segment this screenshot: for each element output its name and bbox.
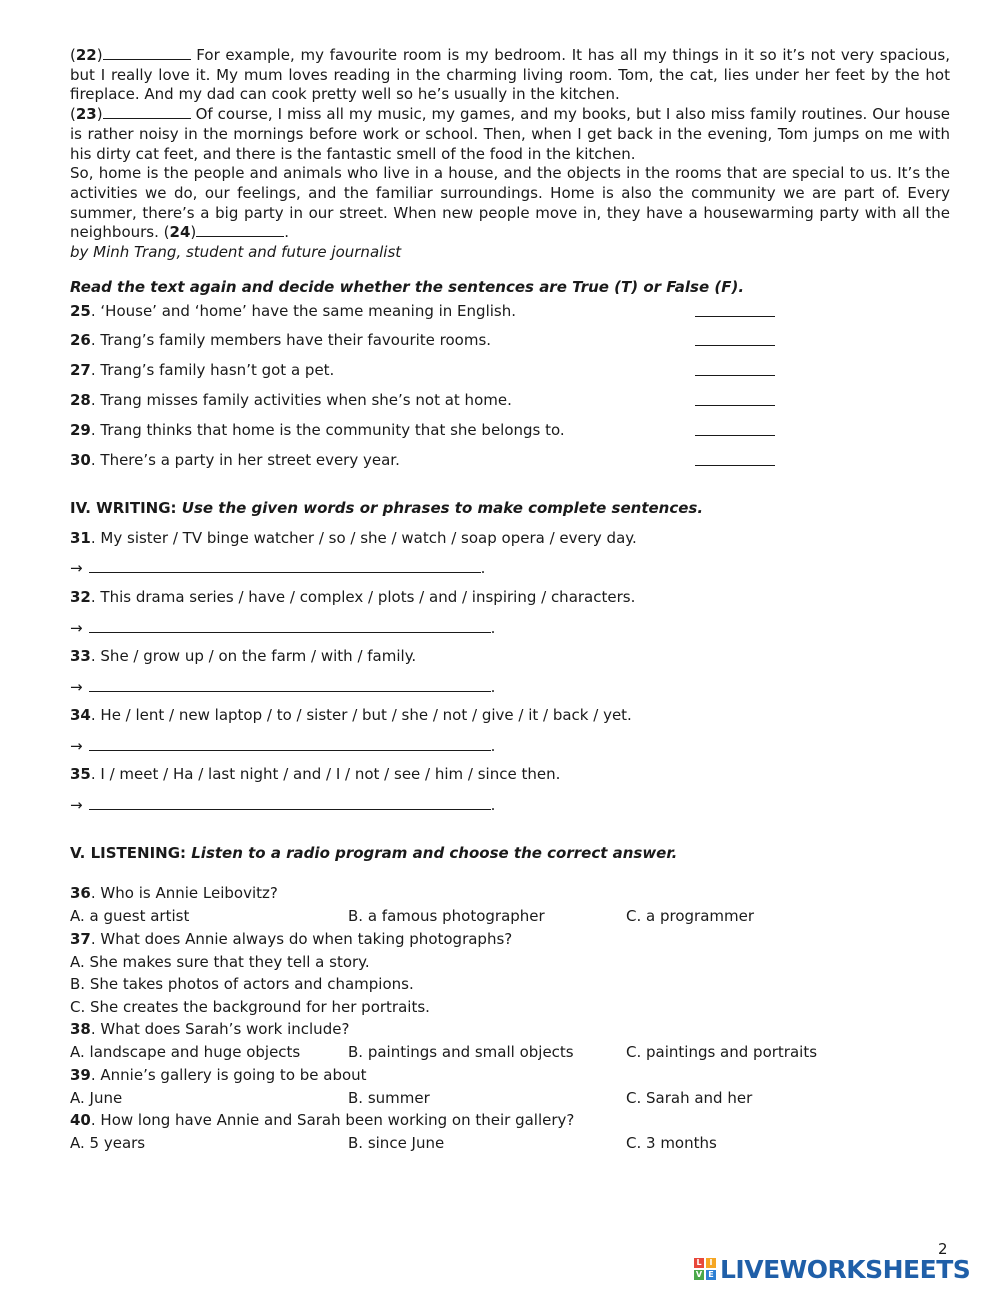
answer-rule[interactable] <box>89 796 491 810</box>
question-number: 35 <box>70 765 91 783</box>
section-description: Use the given words or phrases to make complete sentences. <box>181 499 704 517</box>
question-text: . What does Annie always do when taking photographs? <box>90 930 513 948</box>
true-false-instruction: Read the text again and decide whether the sentences are True (T) or False (F). <box>70 278 745 296</box>
question-text: . Trang’s family hasn’t got a pet. <box>90 361 335 379</box>
option-a[interactable]: A. landscape and huge objects <box>70 1043 301 1061</box>
tf-item <box>70 331 950 351</box>
answer-blank-24[interactable] <box>196 223 284 237</box>
tf-answer-blank[interactable] <box>695 316 775 317</box>
period: . <box>490 619 496 637</box>
logo-grid-icon <box>694 1258 716 1280</box>
question-number: 31 <box>70 529 91 547</box>
question-number: 39 <box>70 1066 91 1084</box>
writing-prompt <box>70 765 560 783</box>
writing-prompt <box>70 588 635 606</box>
listening-question <box>70 884 278 902</box>
option-a[interactable]: A. She makes sure that they tell a story. <box>70 953 370 971</box>
arrow-icon: → <box>70 559 83 577</box>
writing-prompt <box>70 529 637 547</box>
section-label: V. LISTENING: <box>70 844 192 862</box>
option-c[interactable]: C. She creates the background for her portraits. <box>70 998 430 1016</box>
arrow-icon: → <box>70 619 83 637</box>
question-text: . Who is Annie Leibovitz? <box>90 884 278 902</box>
writing-answer-line[interactable] <box>70 619 495 637</box>
option-c[interactable]: C. 3 months <box>626 1134 717 1152</box>
logo-letter: I <box>706 1258 716 1268</box>
writing-heading <box>70 499 703 517</box>
paragraph-23: (23) Of course, I miss all my music, my games, and my books, but I also miss family routines. Our house is rather noisy in the mornings before work or school. Then, when I get back in the evening, Tom jumps on me with his dirty cat feet, and there is the fantastic smell of the food in the kitchen. <box>70 105 950 163</box>
question-text: . My sister / TV binge watcher / so / she / watch / soap opera / every day. <box>90 529 637 547</box>
question-number: 29 <box>70 421 91 439</box>
option-b[interactable]: B. a famous photographer <box>348 907 545 925</box>
tf-item <box>70 302 950 322</box>
tf-item <box>70 421 950 441</box>
period: . <box>480 559 486 577</box>
option-b[interactable]: B. She takes photos of actors and champions. <box>70 975 414 993</box>
question-number: 40 <box>70 1111 91 1129</box>
writing-answer-line[interactable] <box>70 737 495 755</box>
byline: by Minh Trang, student and future journalist <box>70 243 402 262</box>
option-a[interactable]: A. 5 years <box>70 1134 146 1152</box>
listening-question <box>70 1020 349 1038</box>
question-number: 27 <box>70 361 91 379</box>
option-c[interactable]: C. a programmer <box>626 907 755 925</box>
listening-question <box>70 930 512 948</box>
question-number: 25 <box>70 302 91 320</box>
tf-item <box>70 391 950 411</box>
paragraph-text: For example, my favourite room is my bedroom. It has all my things in it so it’s not very spacious, but I really love it. My mum loves reading in the charming living room. Tom, the cat, lies under her feet by the hot fireplace. And my dad can cook pretty well so he’s usually in the kitchen. <box>70 46 950 104</box>
option-b[interactable]: B. summer <box>348 1089 430 1107</box>
question-number: 24 <box>169 223 191 242</box>
question-text: . Annie’s gallery is going to be about <box>90 1066 367 1084</box>
question-number: 28 <box>70 391 91 409</box>
paragraph-final: So, home is the people and animals who live in a house, and the objects in the rooms that are special to us. It’s the activities we do, our feelings, and the familiar surroundings. Home is also the community we are part of. Every summer, there’s a big party in our street. When new people move in, they have a housewarming party with all the neighbours. (24) . <box>70 164 950 242</box>
listening-question <box>70 1066 367 1084</box>
option-b[interactable]: B. paintings and small objects <box>348 1043 574 1061</box>
tf-answer-blank[interactable] <box>695 435 775 436</box>
arrow-icon: → <box>70 796 83 814</box>
question-text: . He / lent / new laptop / to / sister / but / she / not / give / it / back / yet. <box>90 706 632 724</box>
option-a[interactable]: A. a guest artist <box>70 907 190 925</box>
tf-answer-blank[interactable] <box>695 345 775 346</box>
question-text: . There’s a party in her street every year. <box>90 451 400 469</box>
arrow-icon: → <box>70 737 83 755</box>
tf-item <box>70 451 950 471</box>
question-number: 22 <box>75 46 97 64</box>
question-number: 34 <box>70 706 91 724</box>
writing-answer-line[interactable] <box>70 559 485 577</box>
question-text: . Trang thinks that home is the community that she belongs to. <box>90 421 565 439</box>
question-number: 26 <box>70 331 91 349</box>
question-number: 30 <box>70 451 91 469</box>
question-text: . What does Sarah’s work include? <box>90 1020 350 1038</box>
question-number: 38 <box>70 1020 91 1038</box>
writing-prompt <box>70 647 416 665</box>
question-text: . ‘House’ and ‘home’ have the same meaning in English. <box>90 302 516 320</box>
answer-blank-23[interactable] <box>103 105 191 119</box>
answer-blank-22[interactable] <box>103 46 191 60</box>
question-text: . How long have Annie and Sarah been working on their gallery? <box>90 1111 575 1129</box>
question-text: . I / meet / Ha / last night / and / I / not / see / him / since then. <box>90 765 561 783</box>
writing-answer-line[interactable] <box>70 678 495 696</box>
option-c[interactable]: C. paintings and portraits <box>626 1043 818 1061</box>
writing-answer-line[interactable] <box>70 796 495 814</box>
answer-rule[interactable] <box>89 619 491 633</box>
logo-letter: E <box>706 1270 716 1280</box>
period: . <box>284 223 290 242</box>
paragraph-22: (22) For example, my favourite room is my bedroom. It has all my things in it so it’s not very spacious, but I really love it. My mum loves reading in the charming living room. Tom, the cat, lies under her feet by the hot fireplace. And my dad can cook pretty well so he’s usually in the kitchen. <box>70 46 950 104</box>
option-b[interactable]: B. since June <box>348 1134 445 1152</box>
section-label: IV. WRITING: <box>70 499 182 517</box>
question-number: 23 <box>75 105 97 124</box>
arrow-icon: → <box>70 678 83 696</box>
question-text: . Trang misses family activities when she’s not at home. <box>90 391 512 409</box>
tf-answer-blank[interactable] <box>695 465 775 466</box>
answer-rule[interactable] <box>89 559 481 573</box>
listening-heading <box>70 844 677 862</box>
tf-answer-blank[interactable] <box>695 375 775 376</box>
period: . <box>490 796 496 814</box>
logo-letter: L <box>694 1258 704 1268</box>
tf-answer-blank[interactable] <box>695 405 775 406</box>
logo-letter: V <box>695 1270 703 1279</box>
question-number: 33 <box>70 647 91 665</box>
page-number: 2 <box>938 1240 948 1258</box>
period: . <box>490 678 496 696</box>
question-text: . This drama series / have / complex / plots / and / inspiring / characters. <box>90 588 636 606</box>
paragraph-text: So, home is the people and animals who live in a house, and the objects in the rooms that are special to us. It’s the activities we do, our feelings, and the familiar surroundings. Home is also the community we are part of. Every summer, there’s a big party in our street. When new people move in, they have a housewarming party with all the neighbours. <box>70 164 950 242</box>
question-text: . Trang’s family members have their favourite rooms. <box>90 331 492 349</box>
option-a[interactable]: A. June <box>70 1089 123 1107</box>
logo-text: LIVEWORKSHEETS <box>720 1254 971 1284</box>
section-description: Listen to a radio program and choose the correct answer. <box>191 844 678 862</box>
paragraph-text: Of course, I miss all my music, my games, and my books, but I also miss family routines. Our house is rather noisy in the mornings before work or school. Then, when I get back in the evening, Tom jumps on me with his dirty cat feet, and there is the fantastic smell of the food in the kitchen. <box>70 105 950 163</box>
tf-item <box>70 361 950 381</box>
worksheet-page <box>70 46 950 1152</box>
listening-question <box>70 1111 574 1129</box>
option-c[interactable]: C. Sarah and her <box>626 1089 753 1107</box>
period: . <box>490 737 496 755</box>
question-number: 36 <box>70 884 91 902</box>
answer-rule[interactable] <box>89 678 491 692</box>
writing-prompt <box>70 706 632 724</box>
question-number: 32 <box>70 588 91 606</box>
question-text: . She / grow up / on the farm / with / family. <box>90 647 417 665</box>
question-number: 37 <box>70 930 91 948</box>
answer-rule[interactable] <box>89 737 491 751</box>
liveworksheets-logo <box>694 1256 970 1282</box>
